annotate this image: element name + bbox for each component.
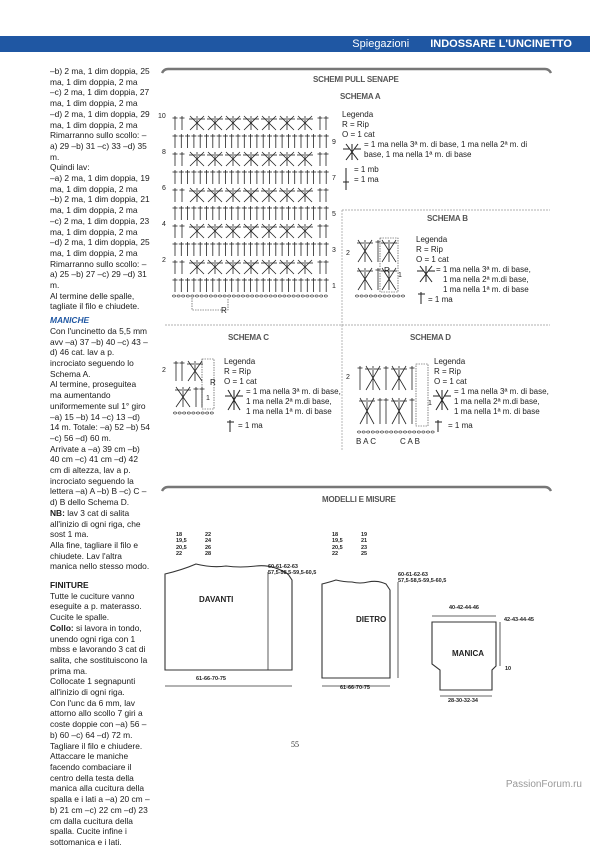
- row-number: 8: [162, 149, 166, 156]
- manica-cuff: 10: [505, 666, 512, 672]
- davanti-shoulder-measures: [205, 532, 211, 558]
- repeat-marker: R: [210, 378, 216, 387]
- legend-cross: 1 ma nella 1ª m. di base: [454, 407, 540, 416]
- instr-line: –c) 2 ma, 1 dim doppia, 27 ma, 1 dim doppia, 2 ma: [50, 87, 150, 109]
- manica-bottom-width: 28-30-32-34: [448, 698, 478, 704]
- row-number: 1: [206, 395, 210, 402]
- row-number: 2: [346, 250, 350, 257]
- legend-cross: 1 ma nella 1ª m. di base: [443, 285, 529, 294]
- row-number: 7: [332, 175, 336, 182]
- legend-cat: O = 1 cat: [416, 255, 449, 264]
- legend-rip: R = Rip: [416, 245, 443, 254]
- measure: 26: [205, 544, 212, 551]
- instr-line: Cucite le spalle.: [50, 612, 110, 623]
- instr-line: –b) 2 ma, 1 dim doppia, 25 ma, 1 dim doppia, 2 ma: [50, 66, 150, 87]
- instr-line: Rimarranno sullo scollo: –a) 25 –b) 27 –c) 29 –d) 31 m.: [50, 258, 147, 291]
- legend-title: Legenda: [224, 357, 256, 366]
- measure: 22: [332, 551, 339, 558]
- legend-ma: = 1 ma: [354, 175, 379, 184]
- row-number: 1: [332, 283, 336, 290]
- row-number: 9: [332, 139, 336, 146]
- measure: 21: [361, 538, 368, 545]
- measure: 23: [361, 544, 368, 551]
- legend-cross: 1 ma nella 1ª m. di base: [246, 407, 332, 416]
- measure: 60-61-62-63: [268, 564, 298, 570]
- instr-line: Quindi lav:: [50, 162, 90, 173]
- measure: 22: [205, 532, 212, 538]
- legend-cat: O = 1 cat: [224, 377, 257, 386]
- collo-label: Collo:: [50, 622, 74, 633]
- page-number: 55: [291, 740, 299, 749]
- measure: 19,5: [176, 538, 187, 545]
- measure: 24: [205, 538, 212, 545]
- measure: 19: [361, 532, 368, 538]
- manica-length: 42-43-44-45: [504, 617, 534, 623]
- measure: 60-61-62-63: [398, 572, 428, 578]
- instr-line: –d) 2 ma, 1 dim doppia, 29 ma, 1 dim doppia, 2 ma: [50, 108, 150, 130]
- row-number: 10: [158, 113, 166, 120]
- legend-cross: 1 ma nella 2ª m.di base,: [454, 397, 540, 406]
- maniche-heading: MANICHE: [50, 315, 90, 326]
- dietro-shoulder-measures: [361, 532, 367, 558]
- legend-cross: 1 ma nella 2ª m.di base,: [443, 275, 529, 284]
- nb-label: NB:: [50, 507, 65, 518]
- repeat-marker: R: [384, 266, 390, 275]
- legend-cross: = 1 ma nella 3ª m. di base,: [454, 387, 549, 396]
- schema-b-title: SCHEMA B: [427, 214, 468, 223]
- davanti-shape: [165, 564, 292, 670]
- collo-text: si lavora in tondo, unendo ogni riga con 1 mbss e lavorando 3 cat di salita, che sostituiscono la prima ma.: [50, 622, 148, 676]
- instr-line: –c) 2 ma, 1 dim doppia, 23 ma, 1 dim doppia, 2 ma: [50, 215, 150, 237]
- instr-line: Con l'unc da 6 mm, lav attorno allo scollo 7 giri a coste doppie con –a) 56 –b) 60 –c) 64 –d) 72 m. Tagliare il filo e chiudere.: [50, 697, 147, 751]
- legend-rip: R = Rip: [434, 367, 461, 376]
- dietro-label: DIETRO: [356, 615, 387, 624]
- repeat-marker: R: [221, 306, 227, 315]
- measure: 22: [176, 551, 183, 558]
- schema-c-title: SCHEMA C: [228, 333, 269, 342]
- watermark: PassionForum.ru: [505, 779, 582, 790]
- measure: 57,5-58,5-59,5-60,5: [268, 570, 317, 577]
- instr-line: –a) 2 ma, 1 dim doppia, 19 ma, 1 dim doppia, 2 ma: [50, 173, 150, 194]
- row-number: 2: [346, 374, 350, 381]
- measure: 20,5: [332, 544, 343, 551]
- legend-ma: = 1 ma: [428, 295, 453, 304]
- instr-line: Con l'uncinetto da 5,5 mm avv –a) 37 –b) 40 –c) 43 –d) 46 cat. lav a p. incrociato seguendo lo Schema A.: [50, 325, 148, 379]
- sequence-label: B A C: [356, 437, 377, 446]
- manica-top-width: 40-42-44-46: [449, 605, 479, 611]
- legend-cross: = 1 ma nella 3ª m. di base,: [436, 265, 531, 274]
- legend-title: Legenda: [416, 235, 448, 244]
- dietro-width: 61-66-70-75: [340, 685, 370, 691]
- legend-title: Legenda: [342, 110, 374, 119]
- measure: 19,5: [332, 538, 343, 545]
- row-number: 1: [398, 272, 402, 279]
- instr-line: Al termine, proseguitea ma aumentando uniformemente sul 1° giro –a) 15 –b) 14 –c) 13 –d) 14 m. Totale: –a) 52 –b) 54 –c) 56 –d) 60 m.: [50, 379, 150, 443]
- measure: 25: [361, 551, 368, 558]
- instr-line: Al termine delle spalle, tagliate il filo e chiudete.: [50, 290, 140, 312]
- row-number: 5: [332, 211, 336, 218]
- instr-line: Alla fine, tagliare il filo e chiudete. Lav l'altra manica nello stesso modo.: [50, 539, 150, 572]
- legend-rip: R = Rip: [342, 120, 369, 129]
- legend-mb: = 1 mb: [354, 165, 379, 174]
- header-section: Spiegazioni: [352, 38, 410, 50]
- header-title: INDOSSARE L'UNCINETTO: [430, 38, 572, 50]
- davanti-neck-measures: [176, 532, 187, 558]
- schema-a-title: SCHEMA A: [340, 92, 381, 101]
- measure: 57,5-58,5-59,5-60,5: [398, 578, 447, 585]
- finiture-heading: FINITURE: [50, 580, 89, 591]
- manica-label: MANICA: [452, 649, 484, 658]
- instr-line: Collocate 1 segnapunti all'inizio di ogni riga.: [50, 676, 136, 698]
- instr-line: Tutte le cuciture vanno eseguite a p. materasso.: [50, 590, 142, 612]
- legend-ma: = 1 ma: [238, 421, 263, 430]
- dietro-height-measures: [398, 572, 446, 585]
- schema-d-title: SCHEMA D: [410, 333, 451, 342]
- measure: 18: [176, 532, 183, 538]
- davanti-width: 61-66-70-75: [196, 676, 226, 682]
- legend-ma: = 1 ma: [448, 421, 473, 430]
- legend-title: Legenda: [434, 357, 466, 366]
- instr-line: Rimarranno sullo scollo: –a) 29 –b) 31 –c) 33 –d) 35 m.: [50, 130, 147, 162]
- row-number: 1: [428, 400, 432, 407]
- legend-cross: = 1 ma nella 3ª m. di base, 1 ma nella 2ª m. di base, 1 ma nella 1ª m. di base: [364, 140, 528, 159]
- sequence-label: C A B: [400, 437, 421, 446]
- modelli-title: MODELLI E MISURE: [322, 495, 396, 504]
- legend-rip: R = Rip: [224, 367, 251, 376]
- schemi-title: SCHEMI PULL SENAPE: [313, 75, 399, 84]
- row-number: 2: [162, 257, 166, 264]
- measure: 20,5: [176, 544, 187, 551]
- legend-cat: O = 1 cat: [342, 130, 375, 139]
- instr-line: Arrivate a –a) 39 cm –b) 40 cm –c) 41 cm –d) 42 cm di altezza, lav a p. incrociato seguendo la lettera –a) A –b) B –c) C –d) B dello Schema D.: [50, 443, 147, 508]
- row-number: 2: [162, 367, 166, 374]
- nb-text: lav 3 cat di salita all'inizio di ogni riga, che sost 1 ma.: [50, 507, 141, 540]
- davanti-label: DAVANTI: [199, 595, 234, 604]
- instr-line: Attaccare le maniche facendo combaciare il centro della testa della manica alla cucitura della spalla e i lati a –a) 20 cm –b) 21 cm –c) 22 cm –d) 23 cm dalla cucitura della spalla. Cucite infine i sottomanica e i lati.: [50, 751, 150, 847]
- instr-line: –b) 2 ma, 1 dim doppia, 21 ma, 1 dim doppia, 2 ma: [50, 194, 150, 216]
- row-number: 4: [162, 221, 166, 228]
- dietro-neck-measures: [332, 532, 343, 558]
- davanti-height-measures: [268, 564, 316, 577]
- row-number: 6: [162, 185, 166, 192]
- measure: 18: [332, 532, 339, 538]
- legend-cross: = 1 ma nella 3ª m. di base,: [246, 387, 341, 396]
- instr-line: –d) 2 ma, 1 dim doppia, 25 ma, 1 dim doppia, 2 ma: [50, 237, 150, 258]
- measure: 28: [205, 551, 212, 558]
- row-number: 3: [332, 247, 336, 254]
- legend-cross: 1 ma nella 2ª m.di base,: [246, 397, 332, 406]
- legend-cat: O = 1 cat: [434, 377, 467, 386]
- dietro-shape: [322, 580, 390, 678]
